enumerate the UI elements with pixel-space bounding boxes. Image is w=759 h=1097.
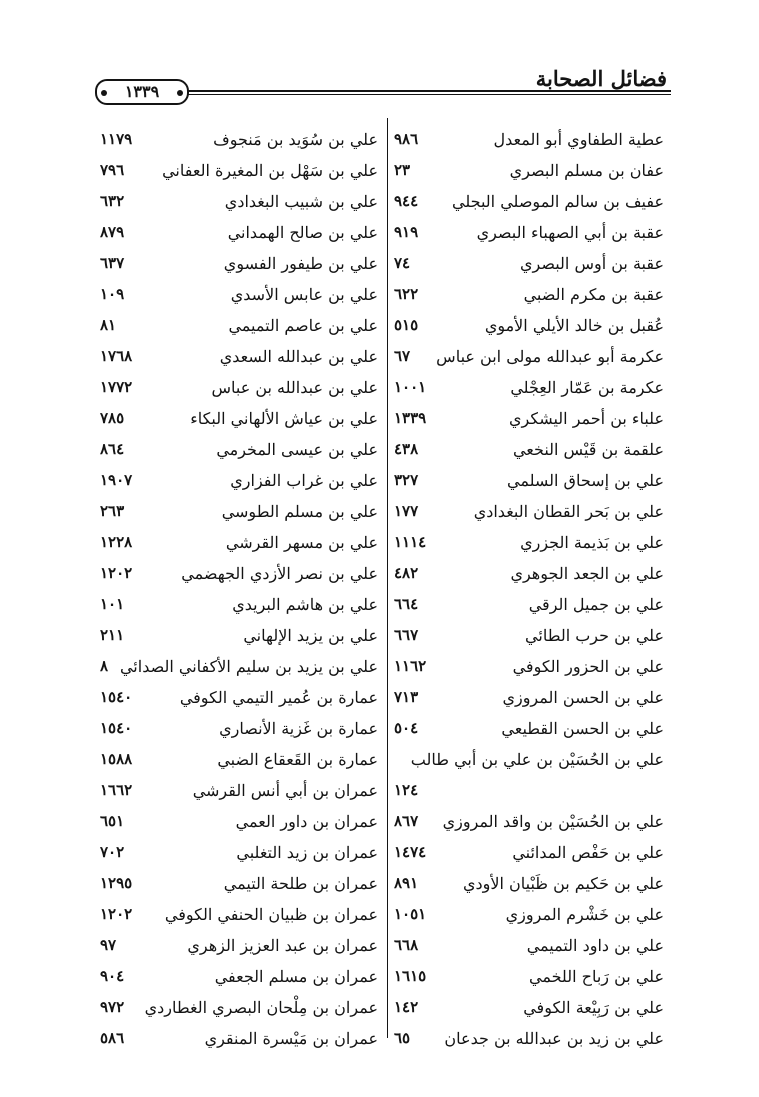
entry-name: عمران بن عبد العزيز الزهري <box>187 936 378 955</box>
index-entry <box>394 744 664 775</box>
entry-page-number: ١٥٤٠ <box>100 688 133 706</box>
entry-name: عقبة بن أبي الصهباء البصري <box>476 223 664 242</box>
entry-name: علي بن غراب الفزاري <box>230 471 378 490</box>
entry-name: علي بن يزيد الإلهاني <box>243 626 378 645</box>
entry-page-number: ١٣٣٩ <box>394 409 427 427</box>
index-entry <box>394 434 664 465</box>
index-entry <box>394 806 664 837</box>
entry-page-number: ٩٨٦ <box>394 130 419 148</box>
index-entry <box>394 248 664 279</box>
index-entry <box>394 155 664 186</box>
entry-page-number: ٤٨٢ <box>394 564 419 582</box>
entry-name: علي بن خَشْرم المروزي <box>505 905 664 924</box>
entry-page-number: ٣٢٧ <box>394 471 419 489</box>
entry-page-number: ٦٥ <box>394 1029 411 1047</box>
entry-name: عمران بن مَيْسرة المنقري <box>204 1029 378 1048</box>
entry-page-number: ٦٢٢ <box>394 285 419 303</box>
running-header-title: فضائل الصحابة <box>535 66 667 91</box>
index-entry <box>394 279 664 310</box>
entry-name: علي بن رَبِيْعة الكوفي <box>523 998 664 1017</box>
entry-name: عمران بن زيد التغلبي <box>236 843 378 862</box>
entry-page-number: ٦٣٧ <box>100 254 125 272</box>
entry-page-number: ٥٨٦ <box>100 1029 125 1047</box>
index-entry <box>394 527 664 558</box>
index-entry <box>100 589 378 620</box>
index-entry <box>100 682 378 713</box>
index-entry <box>100 713 378 744</box>
entry-page-number: ١١٧٩ <box>100 130 133 148</box>
entry-page-number: ١١١٤ <box>394 533 427 551</box>
index-entry <box>394 217 664 248</box>
entry-page-number: ٨٩١ <box>394 874 419 892</box>
index-entry <box>100 1023 378 1054</box>
entry-page-number: ٦٥١ <box>100 812 125 830</box>
entry-name: عُقبل بن خالد الأيلي الأموي <box>484 316 664 335</box>
entry-page-number: ٦٣٢ <box>100 192 125 210</box>
entry-page-number: ٨١ <box>100 316 117 334</box>
entry-name: علي بن داود التميمي <box>526 936 664 955</box>
entry-name: عكرمة بن عَمّار العِجْلي <box>510 378 664 397</box>
entry-name: عمارة بن القَعقاع الضبي <box>217 750 378 769</box>
index-entry <box>100 279 378 310</box>
entry-name: علي بن الحسن المروزي <box>502 688 664 707</box>
index-entry <box>100 868 378 899</box>
entry-name: عمران بن أبي أنس القرشي <box>192 781 378 800</box>
entry-page-number: ٦٦٤ <box>394 595 419 613</box>
index-entry <box>100 341 378 372</box>
entry-name: عكرمة أبو عبدالله مولى ابن عباس <box>436 347 664 366</box>
entry-name: علي بن الجعد الجوهري <box>510 564 664 583</box>
entry-name: علي بن نصر الأزدي الجهضمي <box>181 564 378 583</box>
entry-name: عمران بن ظبيان الحنفي الكوفي <box>164 905 378 924</box>
index-entry <box>100 837 378 868</box>
index-entry <box>394 620 664 651</box>
index-entry <box>394 403 664 434</box>
entry-name: علي بن حَكيم بن ظَبْيان الأودي <box>462 874 664 893</box>
entry-name: علي بن عابس الأسدي <box>230 285 378 304</box>
index-entry <box>100 465 378 496</box>
entry-name: علي بن مسلم الطوسي <box>221 502 378 521</box>
index-entry <box>394 496 664 527</box>
index-column-left <box>100 124 378 1054</box>
index-entry <box>100 930 378 961</box>
entry-page-number: ١٧٧٢ <box>100 378 133 396</box>
header-rule <box>125 90 671 95</box>
entry-name: عمران بن داور العمي <box>235 812 378 831</box>
entry-name: علي بن بَذيمة الجزري <box>520 533 664 552</box>
index-entry <box>100 248 378 279</box>
entry-page-number: ١٢٠٢ <box>100 564 133 582</box>
index-entry <box>100 310 378 341</box>
entry-page-number: ١٧٧ <box>394 502 419 520</box>
index-entry <box>100 899 378 930</box>
entry-page-number: ٩٠٤ <box>100 967 125 985</box>
entry-page-number: ١٠٠١ <box>394 378 427 396</box>
entry-name: عقبة بن مكرم الضبي <box>523 285 664 304</box>
entry-page-number: ١٤٢ <box>394 998 419 1016</box>
entry-page-number: ٩٤٤ <box>394 192 419 210</box>
index-entry <box>100 217 378 248</box>
entry-page-number: ١٢٠٢ <box>100 905 133 923</box>
entry-name: علي بن صالح الهمداني <box>227 223 378 242</box>
index-entry <box>394 310 664 341</box>
entry-page-number: ١١٦٢ <box>394 657 427 675</box>
index-entry <box>394 930 664 961</box>
entry-name: عمارة بن عُمير التيمي الكوفي <box>179 688 378 707</box>
entry-page-number: ٧١٣ <box>394 688 419 706</box>
index-entry <box>394 682 664 713</box>
entry-name: علي بن زيد بن عبدالله بن جدعان <box>444 1029 664 1048</box>
entry-name: علي بن سَهْل بن المغيرة العفاني <box>162 161 378 180</box>
entry-name: علي بن رَباح اللخمي <box>529 967 664 986</box>
entry-page-number: ١٦٦٢ <box>100 781 133 799</box>
index-entry <box>394 124 664 155</box>
index-entry <box>394 372 664 403</box>
index-entry <box>100 186 378 217</box>
entry-name: علباء بن أحمر اليشكري <box>509 409 664 428</box>
entry-page-number: ١٥٨٨ <box>100 750 133 768</box>
entry-page-number: ١٢٩٥ <box>100 874 133 892</box>
index-entry <box>394 899 664 930</box>
index-entry <box>100 775 378 806</box>
entry-name: عمران بن مسلم الجعفي <box>214 967 378 986</box>
entry-page-number: ٨ <box>100 657 109 675</box>
entry-page-number: ٧٤ <box>394 254 411 272</box>
entry-page-number: ٩٧٢ <box>100 998 125 1016</box>
entry-name: علي بن الحسن القطيعي <box>501 719 664 738</box>
entry-name: علي بن الحزور الكوفي <box>512 657 664 676</box>
index-entry <box>394 992 664 1023</box>
index-entry <box>394 651 664 682</box>
entry-page-number: ٢٦٣ <box>100 502 125 520</box>
entry-page-number: ٢٣ <box>394 161 411 179</box>
entry-name: علي بن عبدالله بن عباس <box>211 378 378 397</box>
index-entry <box>394 868 664 899</box>
entry-name: عطية الطفاوي أبو المعدل <box>493 130 664 149</box>
entry-name: علي بن جميل الرقي <box>528 595 664 614</box>
entry-name: علي بن الحُسَيْن بن واقد المروزي <box>442 812 664 831</box>
entry-name: عقبة بن أوس البصري <box>519 254 664 273</box>
entry-name: علي بن حَفْص المدائني <box>512 843 664 862</box>
entry-page-number: ١٧٦٨ <box>100 347 133 365</box>
index-entry <box>100 496 378 527</box>
index-entry <box>394 837 664 868</box>
entry-page-number: ١٠١ <box>100 595 125 613</box>
entry-page-number: ١٤٧٤ <box>394 843 427 861</box>
entry-page-number: ١٢٢٨ <box>100 533 133 551</box>
entry-name: علي بن بَحر القطان البغدادي <box>473 502 664 521</box>
entry-page-number: ٩٧ <box>100 936 117 954</box>
entry-page-number: ٢١١ <box>100 626 125 644</box>
column-divider <box>387 118 388 1038</box>
entry-name: علي بن إسحاق السلمي <box>506 471 664 490</box>
entry-page-number: ٨٦٤ <box>100 440 125 458</box>
index-entry <box>100 558 378 589</box>
entry-name: عمران بن مِلْحان البصري الغطاردي <box>144 998 378 1017</box>
entry-page-number: ٥٠٤ <box>394 719 419 737</box>
entry-name: عمارة بن غَزية الأنصاري <box>219 719 378 738</box>
index-entry <box>100 744 378 775</box>
entry-name: علي بن شبيب البغدادي <box>224 192 378 211</box>
index-entry <box>100 620 378 651</box>
entry-page-number: ٧٩٦ <box>100 161 125 179</box>
entry-name: علي بن عيسى المخرمي <box>216 440 378 459</box>
entry-page-number: ٧٠٢ <box>100 843 125 861</box>
index-entry <box>100 124 378 155</box>
index-entry <box>394 465 664 496</box>
entry-page-number: ٦٦٧ <box>394 626 419 644</box>
entry-page-number: ١٩٠٧ <box>100 471 133 489</box>
index-entry <box>394 713 664 744</box>
index-column-right <box>394 124 664 1054</box>
entry-page-number: ٦٧ <box>394 347 411 365</box>
index-entry <box>100 806 378 837</box>
entry-name: علي بن عياش الألهاني البكاء <box>190 409 378 428</box>
index-entry <box>100 372 378 403</box>
index-entry <box>394 186 664 217</box>
entry-page-number: ١٢٤ <box>394 781 419 799</box>
index-entry <box>394 589 664 620</box>
index-entry <box>100 992 378 1023</box>
index-entry <box>394 341 664 372</box>
entry-name: علي بن حرب الطائي <box>525 626 664 645</box>
entry-page-number: ٨٧٩ <box>100 223 125 241</box>
index-entry <box>394 558 664 589</box>
index-entry <box>100 961 378 992</box>
entry-page-number: ٧٨٥ <box>100 409 125 427</box>
entry-page-number: ١٥٤٠ <box>100 719 133 737</box>
index-entry <box>394 1023 664 1054</box>
entry-name: علي بن هاشم البريدي <box>232 595 378 614</box>
index-entry <box>394 775 664 806</box>
index-entry <box>394 961 664 992</box>
entry-name: علي بن مسهر القرشي <box>225 533 378 552</box>
index-entry <box>100 434 378 465</box>
index-entry <box>100 155 378 186</box>
entry-page-number: ٥١٥ <box>394 316 419 334</box>
entry-page-number: ١٠٩ <box>100 285 125 303</box>
entry-name: علقمة بن قَيْس النخعي <box>512 440 664 459</box>
entry-name: علي بن عبدالله السعدي <box>219 347 378 366</box>
index-entry <box>100 403 378 434</box>
entry-name: عمران بن طلحة التيمي <box>223 874 378 893</box>
entry-page-number: ٤٣٨ <box>394 440 419 458</box>
entry-name: عفان بن مسلم البصري <box>509 161 664 180</box>
index-entry <box>100 527 378 558</box>
entry-page-number: ١٠٥١ <box>394 905 427 923</box>
index-entry <box>100 651 378 682</box>
entry-name: علي بن الحُسَيْن بن علي بن أبي طالب <box>410 750 664 769</box>
page-number-badge: ١٣٣٩ <box>95 79 189 105</box>
entry-page-number: ٩١٩ <box>394 223 419 241</box>
entry-name: علي بن طيفور الفسوي <box>223 254 378 273</box>
entry-name: علي بن سُوَيد بن مَنجوف <box>213 130 378 149</box>
entry-name: علي بن يزيد بن سليم الأكفاني الصدائي <box>119 657 378 676</box>
entry-name: عفيف بن سالم الموصلي البجلي <box>452 192 664 211</box>
entry-name: علي بن عاصم التميمي <box>228 316 378 335</box>
entry-page-number: ٦٦٨ <box>394 936 419 954</box>
entry-page-number: ١٦١٥ <box>394 967 427 985</box>
entry-page-number: ٨٦٧ <box>394 812 419 830</box>
